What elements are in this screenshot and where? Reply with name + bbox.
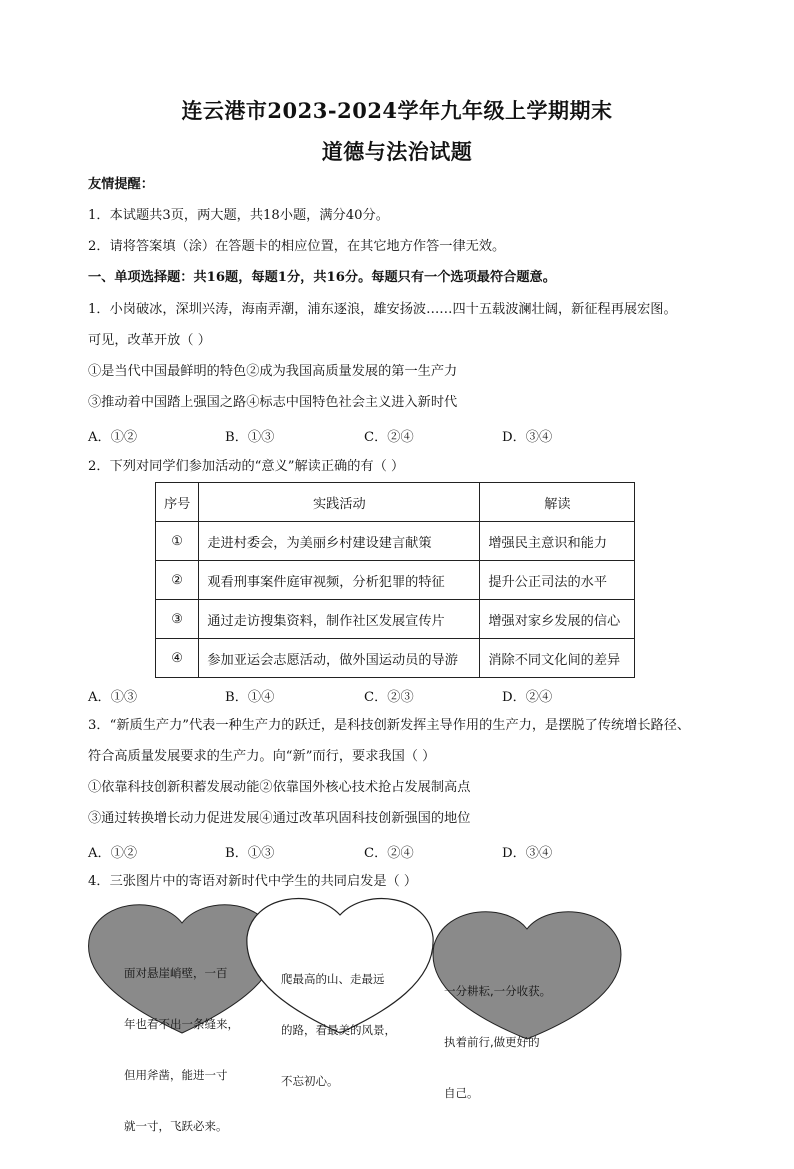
- exam-title: 连云港市2023-2024学年九年级上学期期末: [181, 98, 613, 123]
- q3-stem-line-2: 符合高质量发展要求的生产力。向“新”而行，要求我国（ ）: [88, 749, 436, 764]
- heart-right-line: 执着前行,做更好的: [444, 1035, 540, 1049]
- heart-right-line: 一分耕耘,一分收获。: [444, 984, 552, 998]
- q2-option-c[interactable]: C．②③: [364, 690, 414, 705]
- section-heading: 一、单项选择题：共16题，每题1分，共16分。每题只有一个选项最符合题意。: [88, 270, 556, 285]
- q3-option-c[interactable]: C．②④: [364, 846, 414, 861]
- table-header-row: [156, 483, 635, 522]
- q1-option-a[interactable]: A．①②: [88, 430, 138, 445]
- notice-heading: 友情提醒：: [88, 177, 154, 192]
- q2-option-d[interactable]: D．②④: [502, 690, 553, 705]
- q1-statements-1: ①是当代中国最鲜明的特色②成为我国高质量发展的第一生产力: [88, 364, 458, 379]
- heart-left-line: 就一寸，飞跃必来。: [124, 1119, 228, 1133]
- table-row: [156, 600, 635, 639]
- row-activity: 通过走访搜集资料，制作社区发展宣传片: [199, 600, 480, 639]
- q4-stem: 4．三张图片中的寄语对新时代中学生的共同启发是（ ）: [88, 874, 418, 889]
- table-row: [156, 522, 635, 561]
- row-number: ②: [156, 561, 199, 600]
- heart-middle-line: 爬最高的山、走最远: [281, 972, 385, 986]
- heart-middle-line: 的路，看最美的风景，: [281, 1023, 396, 1037]
- q1-option-c[interactable]: C．②④: [364, 430, 414, 445]
- row-number: ③: [156, 600, 199, 639]
- heart-left-line: 但用斧凿，能进一寸: [124, 1068, 228, 1082]
- q1-stem-line-2: 可见，改革开放（ ）: [88, 333, 211, 348]
- heart-left-line: 年也看不出一条缝来，: [124, 1017, 239, 1031]
- row-number: ④: [156, 639, 199, 678]
- q3-stem-line-1: 3．“新质生产力”代表一种生产力的跃迁，是科技创新发挥主导作用的生产力，是摆脱了传统增长路径、: [88, 718, 691, 733]
- header-cell-meaning: 解读: [480, 483, 635, 522]
- table-row: [156, 561, 635, 600]
- exam-subtitle: 道德与法治试题: [321, 139, 473, 164]
- q3-statements-1: ①依靠科技创新积蓄发展动能②依靠国外核心技术抢占发展制高点: [88, 780, 471, 795]
- notice-item-1: 1．本试题共3页，两大题，共18小题，满分40分。: [88, 208, 389, 223]
- heart-left-line: 面对悬崖峭壁，一百: [124, 966, 228, 980]
- header-cell-activity: 实践活动: [199, 483, 480, 522]
- row-number: ①: [156, 522, 199, 561]
- row-meaning: 增强民主意识和能力: [480, 522, 635, 561]
- heart-left-text: [124, 931, 239, 1169]
- q2-stem: 2．下列对同学们参加活动的“意义”解读正确的有（ ）: [88, 459, 405, 474]
- q3-option-a[interactable]: A．①②: [88, 846, 138, 861]
- header-cell-number: 序号: [156, 483, 199, 522]
- heart-right-text: [444, 949, 551, 1136]
- notice-item-2: 2．请将答案填（涂）在答题卡的相应位置，在其它地方作答一律无效。: [88, 239, 506, 254]
- row-activity: 参加亚运会志愿活动，做外国运动员的导游: [199, 639, 480, 678]
- q1-option-b[interactable]: B．①③: [225, 430, 275, 445]
- row-activity: 走进村委会，为美丽乡村建设建言献策: [199, 522, 480, 561]
- heart-right-line: 自己。: [444, 1086, 479, 1100]
- row-meaning: 提升公正司法的水平: [480, 561, 635, 600]
- q1-option-d[interactable]: D．③④: [502, 430, 553, 445]
- q3-option-b[interactable]: B．①③: [225, 846, 275, 861]
- q2-option-a[interactable]: A．①③: [88, 690, 138, 705]
- q2-option-b[interactable]: B．①④: [225, 690, 275, 705]
- table-row: [156, 639, 635, 678]
- q1-stem-line-1: 1．小岗破冰，深圳兴涛，海南弄潮，浦东逐浪，雄安扬波……四十五载波澜壮阔，新征程再展宏图。: [88, 302, 677, 317]
- q3-statements-2: ③通过转换增长动力促进发展④通过改革巩固科技创新强国的地位: [88, 811, 471, 826]
- q1-statements-2: ③推动着中国踏上强国之路④标志中国特色社会主义进入新时代: [88, 395, 458, 410]
- row-meaning: 消除不同文化间的差异: [480, 639, 635, 678]
- row-activity: 观看刑事案件庭审视频，分析犯罪的特征: [199, 561, 480, 600]
- row-meaning: 增强对家乡发展的信心: [480, 600, 635, 639]
- q2-table: [155, 482, 635, 678]
- heart-middle-text: [281, 937, 396, 1124]
- heart-middle-line: 不忘初心。: [281, 1074, 339, 1088]
- q3-option-d[interactable]: D．③④: [502, 846, 553, 861]
